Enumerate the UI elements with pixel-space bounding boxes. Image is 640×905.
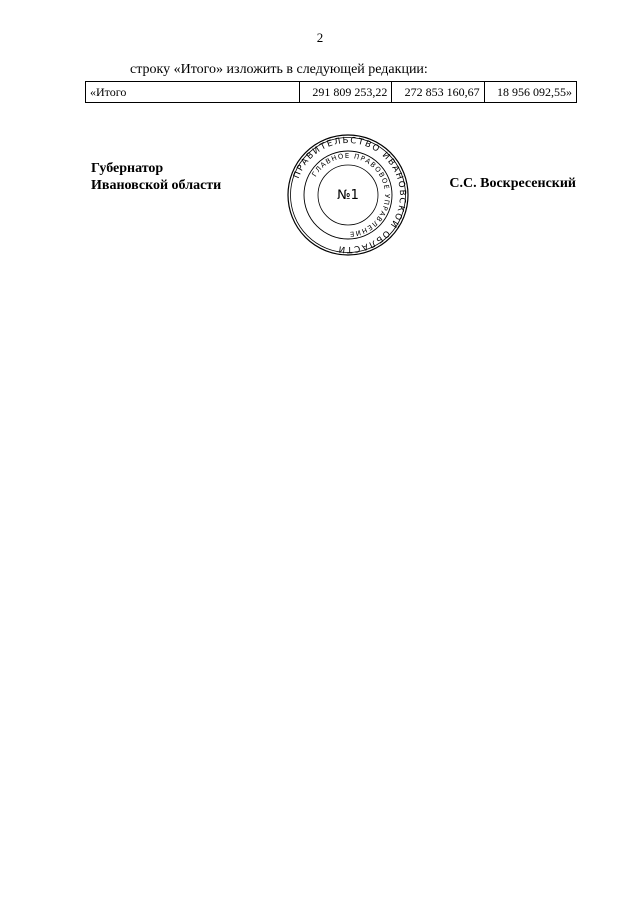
table-cell-value-3: 18 956 092,55» bbox=[484, 82, 576, 103]
table-cell-value-2: 272 853 160,67 bbox=[392, 82, 484, 103]
official-seal bbox=[286, 133, 410, 257]
table-cell-value-1: 291 809 253,22 bbox=[300, 82, 392, 103]
table-row bbox=[86, 82, 577, 103]
intro-text: строку «Итого» изложить в следующей редакции: bbox=[130, 62, 428, 77]
signatory-name: С.С. Воскресенский bbox=[449, 176, 576, 191]
signatory-title bbox=[91, 160, 221, 194]
seal-inner-text: ГЛАВНОЕ ПРАВОВОЕ УПРАВЛЕНИЕ bbox=[310, 151, 392, 239]
seal-outer-text: ПРАВИТЕЛЬСТВО ИВАНОВСКОЙ ОБЛАСТИ bbox=[291, 135, 408, 255]
table-cell-label: «Итого bbox=[86, 82, 300, 103]
seal-center-number: №1 bbox=[337, 188, 359, 203]
itogo-table bbox=[85, 81, 577, 103]
signatory-title-line1: Губернатор bbox=[91, 161, 164, 176]
signatory-title-line2: Ивановской области bbox=[91, 178, 222, 193]
page-number: 2 bbox=[316, 30, 324, 45]
